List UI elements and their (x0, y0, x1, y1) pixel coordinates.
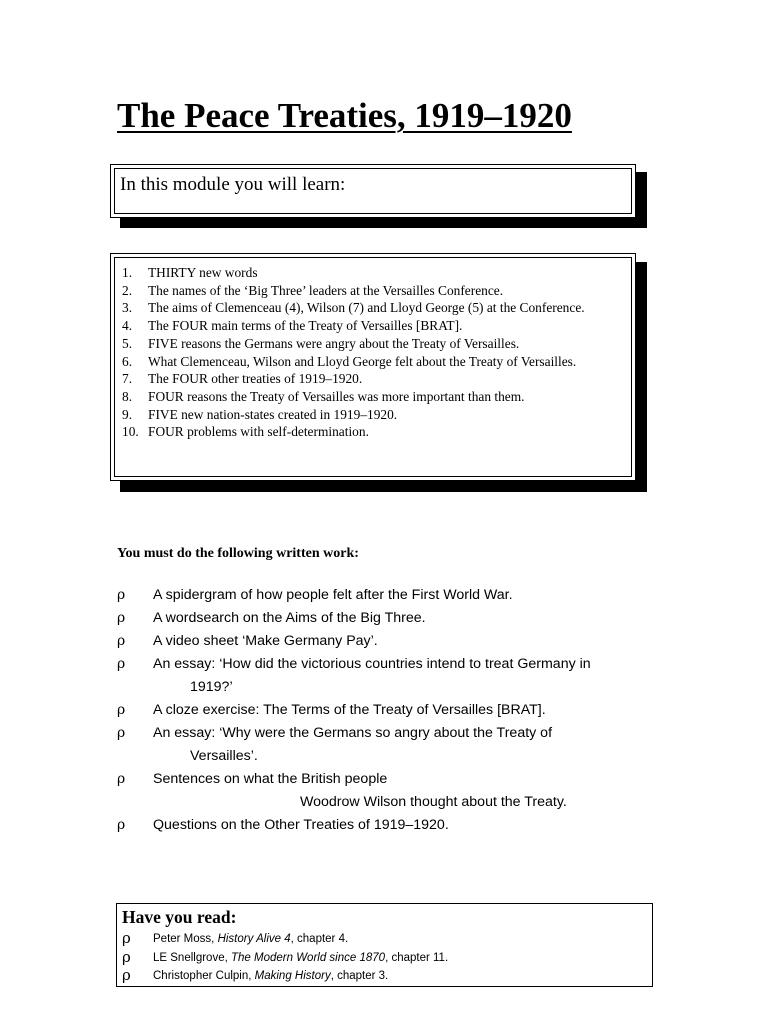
reading-chapter: , chapter 11. (385, 951, 449, 964)
learn-item-text: The aims of Clemenceau (4), Wilson (7) and Lloyd George (5) at the Conference. (148, 300, 585, 316)
work-item (117, 768, 657, 814)
written-work-list (117, 584, 657, 837)
work-item (117, 722, 657, 768)
bullet-icon: ρ (117, 587, 126, 603)
learn-item (122, 335, 623, 353)
learn-item (122, 299, 623, 317)
module-heading-box (110, 164, 636, 218)
bullet-icon: ρ (117, 656, 126, 672)
learn-item-text: The names of the ‘Big Three’ leaders at the Versailles Conference. (148, 282, 504, 298)
learn-item (122, 282, 623, 300)
learn-item (122, 388, 623, 406)
learn-item (122, 353, 623, 371)
learn-item (122, 264, 623, 282)
reading-chapter: , chapter 4. (290, 933, 349, 945)
bullet-icon: ρ (117, 702, 126, 718)
learn-item-number: 9. (122, 406, 133, 422)
learn-item-number: 2. (122, 282, 133, 298)
work-item-text: An essay: ‘How did the victorious countries intend to treat Germany in (153, 656, 591, 672)
learn-item (122, 370, 623, 388)
learn-item-number: 8. (122, 388, 133, 404)
learn-item-number: 4. (122, 318, 133, 334)
reading-book-title: History Alive 4 (217, 933, 291, 945)
work-item (117, 653, 657, 699)
bullet-icon: ρ (122, 929, 131, 947)
reading-list (122, 930, 642, 986)
work-item-continuation: Woodrow Wilson thought about the Treaty. (300, 794, 567, 810)
work-item (117, 607, 657, 630)
learn-item-number: 1. (122, 265, 133, 280)
learn-item-number: 5. (122, 335, 133, 351)
learn-item (122, 423, 623, 441)
module-heading: In this module you will learn: (120, 174, 346, 195)
work-item (117, 814, 657, 837)
module-heading-inner-border (114, 168, 632, 214)
reading-item (122, 967, 642, 986)
work-item-text: Sentences on what the British people (153, 771, 388, 787)
bullet-icon: ρ (117, 633, 126, 649)
bullet-icon: ρ (117, 817, 126, 833)
learn-item (122, 406, 623, 424)
reading-book-title: The Modern World since 1870 (231, 951, 386, 964)
learn-list-box (110, 253, 636, 481)
learn-item-text: What Clemenceau, Wilson and Lloyd George felt about the Treaty of Versailles. (148, 353, 577, 369)
learn-item-text: FOUR reasons the Treaty of Versailles was more important than them. (148, 388, 525, 404)
learn-item (122, 317, 623, 335)
work-item-text: Questions on the Other Treaties of 1919–1920. (153, 817, 449, 833)
learn-item-number: 3. (122, 300, 133, 316)
learn-item-text: FIVE reasons the Germans were angry about the Treaty of Versailles. (148, 335, 520, 351)
reading-chapter: , chapter 3. (330, 970, 389, 982)
work-item (117, 584, 657, 607)
learn-item-text: FOUR problems with self-determination. (148, 424, 369, 440)
learn-item-text: The FOUR other treaties of 1919–1920. (148, 371, 363, 387)
learn-item-number: 7. (122, 371, 133, 387)
bullet-icon: ρ (117, 771, 126, 787)
work-item (117, 699, 657, 722)
bullet-icon: ρ (117, 610, 126, 626)
learn-list-inner-border (114, 257, 632, 477)
bullet-icon: ρ (117, 725, 126, 741)
reading-author: LE Snellgrove, (153, 951, 231, 964)
reading-book-title: Making History (254, 970, 331, 982)
work-item-continuation: 1919?’ (190, 679, 233, 695)
work-item-continuation: Versailles’. (190, 748, 258, 764)
work-item (117, 630, 657, 653)
learn-item-text: The FOUR main terms of the Treaty of Versailles [BRAT]. (148, 318, 463, 334)
reading-item (122, 949, 642, 968)
learn-item-number: 6. (122, 353, 133, 369)
work-item-text: An essay: ‘Why were the Germans so angry about the Treaty of (153, 725, 553, 741)
work-item-text: A spidergram of how people felt after the First World War. (153, 587, 513, 603)
reading-item (122, 930, 642, 949)
written-work-heading: You must do the following written work: (117, 546, 359, 561)
reading-box (116, 903, 653, 987)
bullet-icon: ρ (122, 947, 131, 966)
work-item-text: A video sheet ‘Make Germany Pay’. (153, 633, 378, 649)
reading-author: Christopher Culpin, (153, 970, 255, 982)
reading-author: Peter Moss, (153, 933, 218, 945)
learn-item-text: THIRTY new words (148, 265, 258, 280)
bullet-icon: ρ (122, 966, 131, 984)
page-title: The Peace Treaties, 1919–1920 (117, 96, 572, 135)
work-item-text: A cloze exercise: The Terms of the Treaty of Versailles [BRAT]. (153, 702, 546, 718)
learn-item-number: 10. (122, 424, 139, 440)
learn-item-text: FIVE new nation-states created in 1919–1920. (148, 406, 398, 422)
learn-list (122, 264, 623, 441)
work-item-text: A wordsearch on the Aims of the Big Three. (153, 610, 426, 626)
reading-heading: Have you read: (122, 907, 237, 927)
